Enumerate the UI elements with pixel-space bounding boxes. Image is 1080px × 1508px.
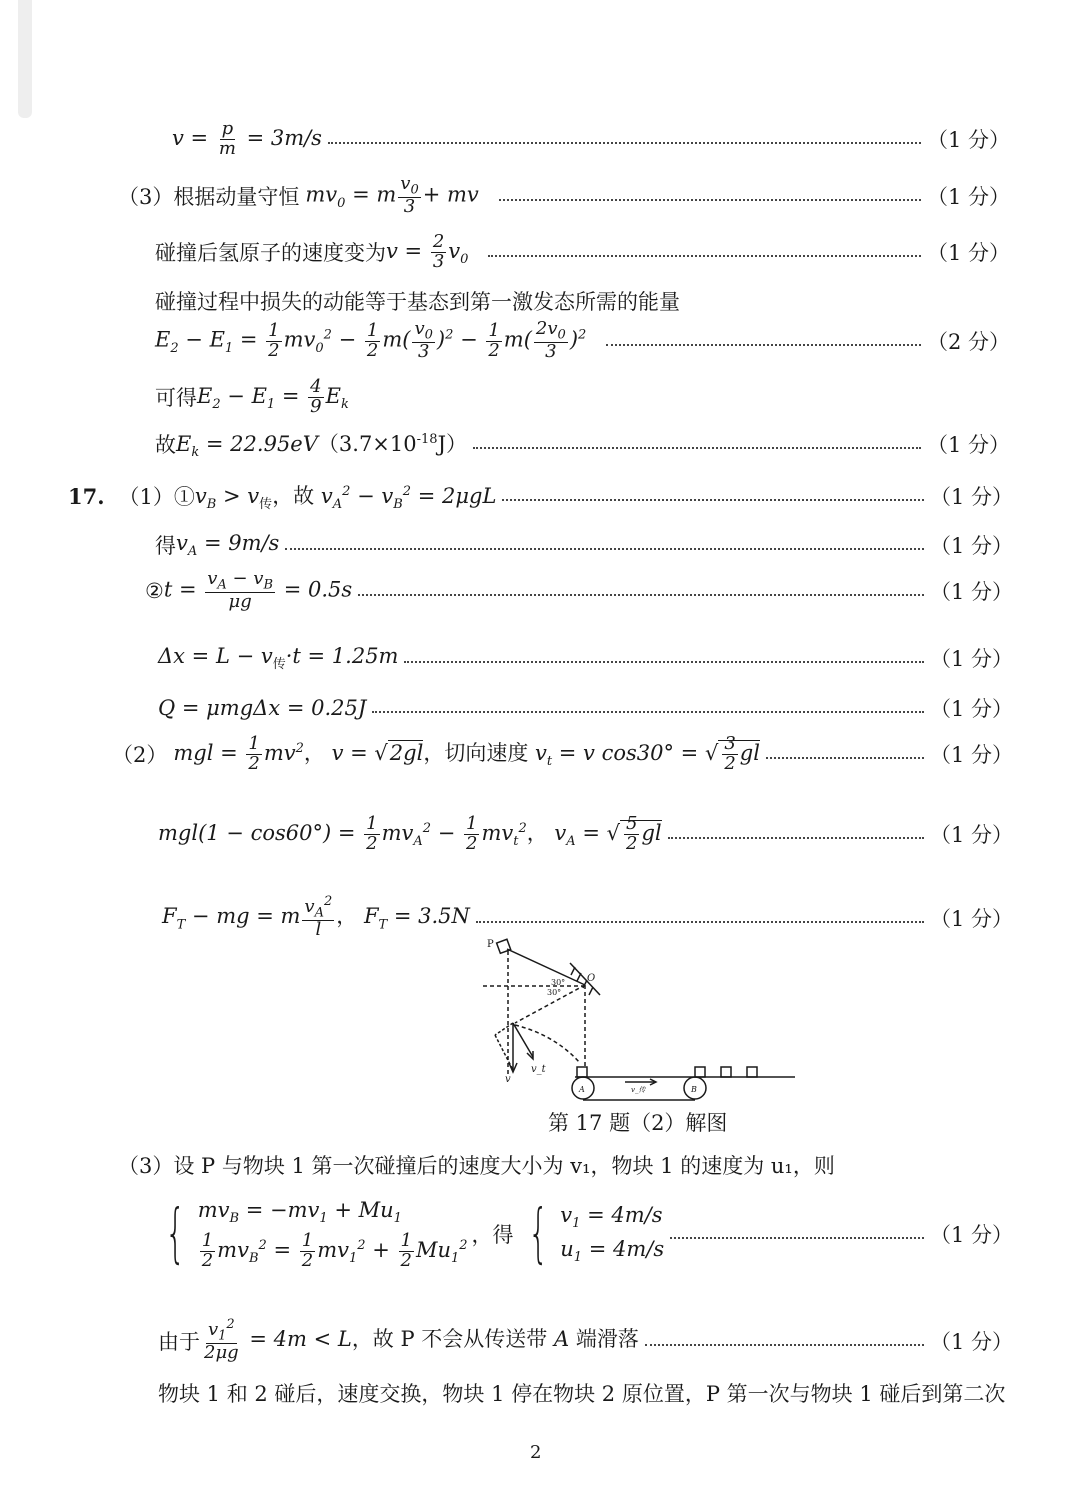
system-results: { $v_1 = 4m/s$ $u_1 = 4m/s$ <box>527 1197 665 1272</box>
score: （2 分） <box>926 330 1010 355</box>
score: （1 分） <box>929 580 1013 605</box>
label-a: A <box>579 1085 585 1094</box>
system-equations: { $mv_B = -mv_1 + Mu_1$ $\frac{1}{2}$ $mv_B^2$ = $\frac{1}{2}$ $mv_1^2$ + $\frac{1}{2}$ $Mu_1^2$ <box>165 1197 468 1272</box>
line-18 <box>158 1318 1013 1363</box>
label-vt: v_t <box>531 1064 546 1075</box>
score: （1 分） <box>929 647 1013 671</box>
label: 得 <box>155 534 176 558</box>
label-b: B <box>691 1085 697 1094</box>
eq-velocity: v = $\frac{p}{m}$ = 3m/s <box>172 118 322 159</box>
line-13 <box>112 735 1013 774</box>
line-3 <box>155 233 1010 272</box>
block-2 <box>721 1067 731 1077</box>
result-u1: $u_1 = 4m/s$ <box>560 1237 665 1266</box>
figure-17-2 <box>475 935 810 1110</box>
label: 物块 1 和 2 碰后，速度交换，物块 1 停在物块 2 原位置，P 第一次与物块 1 碰后到第二次 <box>158 1382 1006 1406</box>
score: （1 分） <box>929 485 1013 510</box>
score: （1 分） <box>926 128 1010 153</box>
figure-caption: 第 17 题（2）解图 <box>548 1111 728 1135</box>
eq-ek: $E_k = 22.95eV(3.7\times 10^{-18}J)$ <box>176 432 467 461</box>
eq-after: v = $\frac{2}{3}$ $v_0$ <box>386 231 469 272</box>
eq-2-3: $F_T$ − mg = m $\frac{v_A^2}{l}$ ， $F_T = 3.5N$ <box>162 894 470 941</box>
label-angle-1: 30° <box>551 978 566 987</box>
line-9 <box>155 530 1013 560</box>
eq-2-2: mgl(1 − cos60°) = $\frac{1}{2}$ $mv_A^2$ − $\frac{1}{2}$ $mv_t^2$， $v_A$ = √ $\frac{5}{2}$ gl <box>158 813 662 854</box>
line-8 <box>68 480 1013 512</box>
label: 故 <box>155 433 176 458</box>
score: （1 分） <box>929 534 1013 558</box>
block-3 <box>747 1067 757 1077</box>
label: ② <box>145 579 164 604</box>
label-angle-2: 30° <box>547 988 562 997</box>
result-v1: $v_1 = 4m/s$ <box>560 1203 663 1232</box>
score: （1 分） <box>929 743 1013 768</box>
score: （1 分） <box>929 823 1013 848</box>
label-o: O <box>587 973 596 984</box>
eq-momentum-2: $mv_B = -mv_1 + Mu_1$ <box>197 1198 402 1227</box>
block-a <box>577 1067 587 1077</box>
label: （3）设 P 与物块 1 第一次碰撞后的速度大小为 v₁，物块 1 的速度为 u₁，则 <box>118 1154 835 1178</box>
score: （1 分） <box>929 1329 1013 1354</box>
label: 碰撞后氢原子的速度变为 <box>155 241 386 266</box>
line-6 <box>155 378 349 417</box>
eq-q: Q = μmgΔx = 0.25J <box>158 696 367 720</box>
line-7 <box>155 428 1010 460</box>
label: 可得 <box>155 386 197 411</box>
line-2 <box>118 175 1010 217</box>
line-1 <box>172 120 1010 159</box>
eq-2-1: mgl = $\frac{1}{2}$ $mv^2$， v = √2gl，切向速度 $v_t = v$ cos30° = √ $\frac{3}{2}$ gl <box>173 733 760 774</box>
label: （1）① <box>118 485 195 510</box>
line-19 <box>158 1378 1005 1408</box>
block-1 <box>695 1067 705 1077</box>
line-5 <box>155 320 1010 362</box>
eq-result: $E_2 - E_1$ = $\frac{4}{9}$ $E_k$ <box>197 376 349 417</box>
eq-t: t = $\frac{v_A - v_B}{\mu g}$ = 0.5s <box>163 568 353 613</box>
eq-dx: $\Delta x = L - v_传\cdot t = 1.25m$ <box>158 643 399 673</box>
line-10 <box>145 570 1013 612</box>
line-11 <box>158 643 1013 673</box>
label-v: v <box>505 1074 511 1085</box>
label: ，得 <box>471 1223 514 1248</box>
eq-momentum: $mv_0 = m$ $\frac{v_0}{3}$ + mv <box>305 173 479 218</box>
label-p: P <box>487 939 494 950</box>
eq-va: $v_A = 9m/s$ <box>176 530 280 560</box>
line-14 <box>158 815 1013 854</box>
vt-arrow <box>513 1023 533 1057</box>
line-17 <box>155 1198 1013 1271</box>
score: （1 分） <box>926 241 1010 266</box>
score: （1 分） <box>926 433 1010 458</box>
label: （2） <box>112 743 168 768</box>
eq-17-1: $v_B > v_传$，故 $v_A^2 - v_B^2 = 2\mu gL$ <box>194 484 497 513</box>
label: 由于 <box>158 1329 200 1354</box>
line-16 <box>118 1150 835 1180</box>
score: （1 分） <box>929 1223 1013 1248</box>
label: （3）根据动量守恒 <box>118 185 300 210</box>
line-4 <box>155 286 680 316</box>
line-15 <box>162 895 1013 940</box>
line-12 <box>158 693 1013 723</box>
label: 碰撞过程中损失的动能等于基态到第一激发态所需的能量 <box>155 290 680 314</box>
score: （1 分） <box>926 185 1010 210</box>
label-vbelt: v_传 <box>631 1086 646 1094</box>
eq-energy-2: $\frac{1}{2}$ $mv_B^2$ = $\frac{1}{2}$ $mv_1^2$ + $\frac{1}{2}$ $Mu_1^2$ <box>201 1230 468 1272</box>
eq-energy: $E_2 - E_1$ = $\frac{1}{2}$ $mv_0^2$ − $\frac{1}{2}$ m( $\frac{v_0}{3}$ )$^2$ − $\frac{1}{2}$ m( $\frac{2v_0}{3}$ )$^2$ <box>155 318 587 363</box>
eq-slide: $\frac{v_1^2}{2\mu g}$ = 4m < L，故 P 不会从传送带 A 端滑落 <box>204 1317 639 1364</box>
binding-strip <box>18 0 32 118</box>
page-number: 2 <box>530 1442 542 1463</box>
score: （1 分） <box>929 906 1013 931</box>
question-number: 17. <box>68 483 105 509</box>
score: （1 分） <box>929 697 1013 721</box>
